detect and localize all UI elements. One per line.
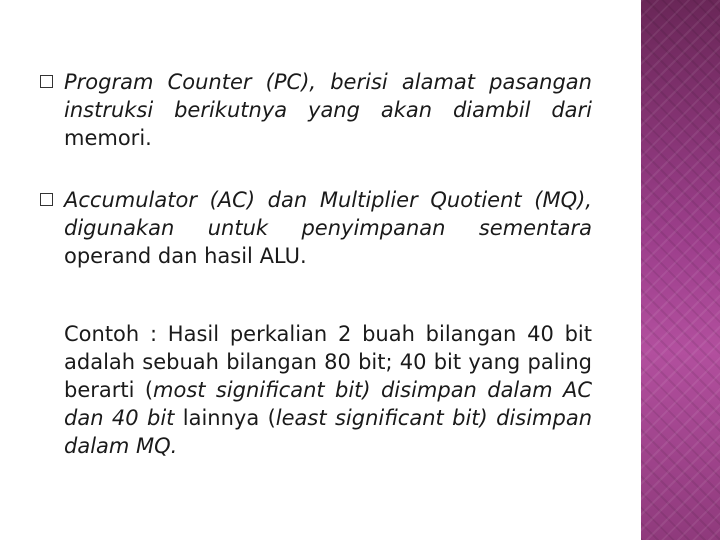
slide-content — [40, 68, 592, 460]
example-paragraph — [40, 320, 592, 460]
bullet-text — [64, 68, 592, 152]
bullet-item-accumulator — [40, 186, 592, 270]
text-segment-italic: Accumulator (AC) dan Multiplier Quotient (MQ), digunakan untuk penyimpanan sementara — [64, 188, 592, 240]
text-segment-italic: least significant bit) disimpan dalam MQ. — [64, 406, 592, 458]
bullet-text — [64, 186, 592, 270]
bullet-item-program-counter — [40, 68, 592, 152]
text-segment-italic: most significant bit) disimpan dalam AC dan 40 bit — [64, 378, 592, 430]
decorative-sidebar — [641, 0, 720, 540]
square-bullet-icon — [40, 75, 53, 88]
text-segment: operand dan hasil ALU. — [64, 244, 307, 268]
text-segment: lainnya ( — [174, 406, 276, 430]
text-segment-italic: Program Counter (PC), berisi alamat pasangan instruksi berikutnya yang akan diambil dari — [64, 70, 592, 122]
square-bullet-icon — [40, 193, 53, 206]
text-segment: Contoh : Hasil perkalian 2 buah bilangan 40 bit adalah sebuah bilangan 80 bit; 40 bit yang paling berarti ( — [64, 322, 592, 402]
text-segment: memori. — [64, 126, 152, 150]
